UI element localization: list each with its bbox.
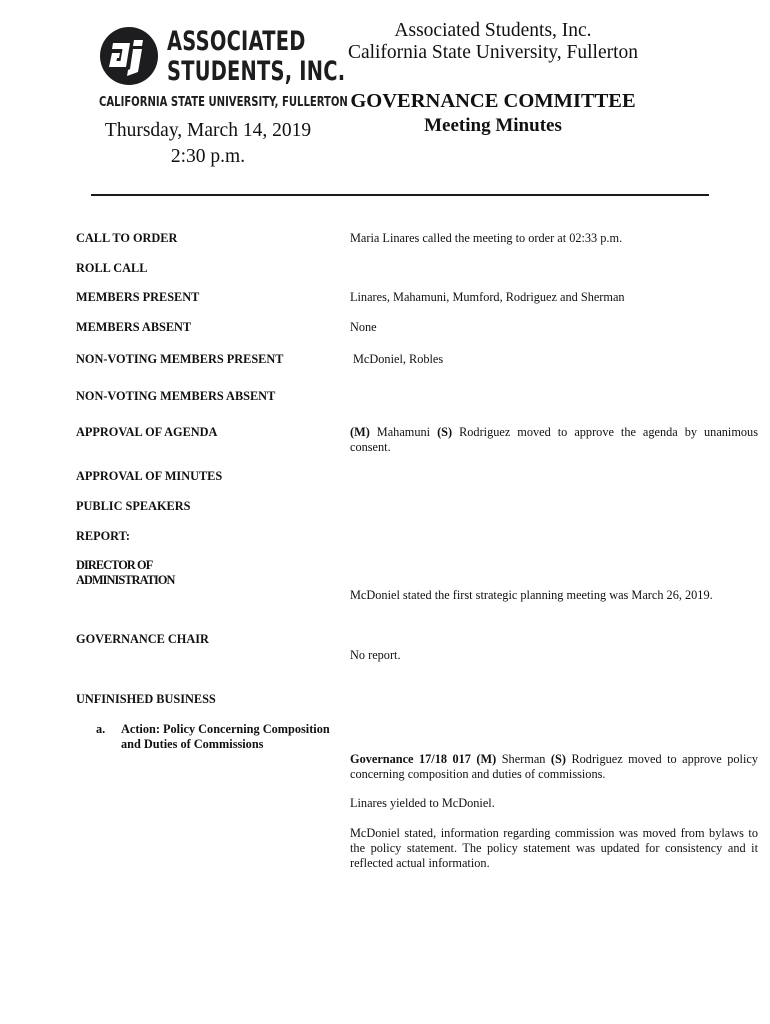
text-members-present: Linares, Mahamuni, Mumford, Rodriguez and Sherman	[350, 290, 625, 304]
mover-name: Mahamuni	[369, 425, 438, 439]
logo-text-students-inc: STUDENTS, INC.	[167, 56, 346, 87]
org-university: California State University, Fullerton	[347, 42, 639, 63]
text-nonvoting-present: McDoniel, Robles	[353, 352, 444, 366]
label-roll-call: ROLL CALL	[76, 261, 148, 275]
motion-text: Rodriguez moved to approve the agenda by unanimous consent.	[350, 425, 758, 455]
text-item-yield: Linares yielded to McDoniel.	[350, 796, 495, 810]
item-title: Action: Policy Concerning Composition and Duties of Commissions	[121, 722, 330, 752]
meeting-time: 2:30 p.m.	[170, 146, 246, 167]
label-members-absent: MEMBERS ABSENT	[76, 320, 192, 334]
asi-logo	[99, 26, 348, 112]
header-divider	[91, 194, 709, 196]
label-call-to-order: CALL TO ORDER	[76, 231, 178, 245]
text-call-to-order: Maria Linares called the meeting to order at 02:33 p.m.	[350, 231, 623, 245]
committee-title: GOVERNANCE COMMITTEE	[350, 90, 636, 112]
document-type: Meeting Minutes	[424, 115, 562, 136]
text-director-report: McDoniel stated the first strategic planning meeting was March 26, 2019.	[350, 588, 713, 602]
label-members-present: MEMBERS PRESENT	[76, 290, 200, 304]
org-name: Associated Students, Inc.	[394, 20, 592, 41]
text-item-discussion: McDoniel stated, information regarding commission was moved from bylaws to the policy statement. The policy statement was updated for consistency and it reflected actual information.	[350, 826, 758, 871]
label-director-line2: ADMINISTRATION	[76, 573, 175, 587]
second-mark: (S)	[550, 752, 566, 766]
logo-text-university: CALIFORNIA STATE UNIVERSITY, FULLERTON	[99, 94, 348, 110]
label-unfinished-business: UNFINISHED BUSINESS	[76, 692, 216, 706]
text-approval-agenda	[350, 425, 758, 455]
asi-logo-mark-icon	[99, 27, 159, 85]
meeting-date: Thursday, March 14, 2019	[104, 120, 312, 141]
second-mark: (S)	[437, 425, 453, 439]
label-public-speakers: PUBLIC SPEAKERS	[76, 499, 191, 513]
label-nonvoting-present: NON-VOTING MEMBERS PRESENT	[76, 352, 284, 366]
label-governance-chair: GOVERNANCE CHAIR	[76, 632, 209, 646]
motion-id: Governance 17/18 017 (M)	[350, 752, 497, 766]
label-approval-agenda: APPROVAL OF AGENDA	[76, 425, 218, 439]
label-director-of-administration	[76, 558, 175, 588]
mover-name: Sherman	[496, 752, 551, 766]
label-nonvoting-absent: NON-VOTING MEMBERS ABSENT	[76, 389, 276, 403]
label-approval-minutes: APPROVAL OF MINUTES	[76, 469, 223, 483]
logo-text-associated: ASSOCIATED	[167, 26, 306, 57]
text-item-motion	[350, 752, 758, 782]
text-governance-chair: No report.	[350, 648, 401, 662]
motion-text: Rodriguez moved to approve policy concerning composition and duties of commissions.	[350, 752, 758, 782]
item-letter: a.	[96, 722, 106, 736]
text-members-absent: None	[350, 320, 377, 334]
motion-mark: (M)	[350, 425, 370, 439]
label-report: REPORT:	[76, 529, 130, 543]
label-director-line1: DIRECTOR OF	[76, 558, 153, 572]
